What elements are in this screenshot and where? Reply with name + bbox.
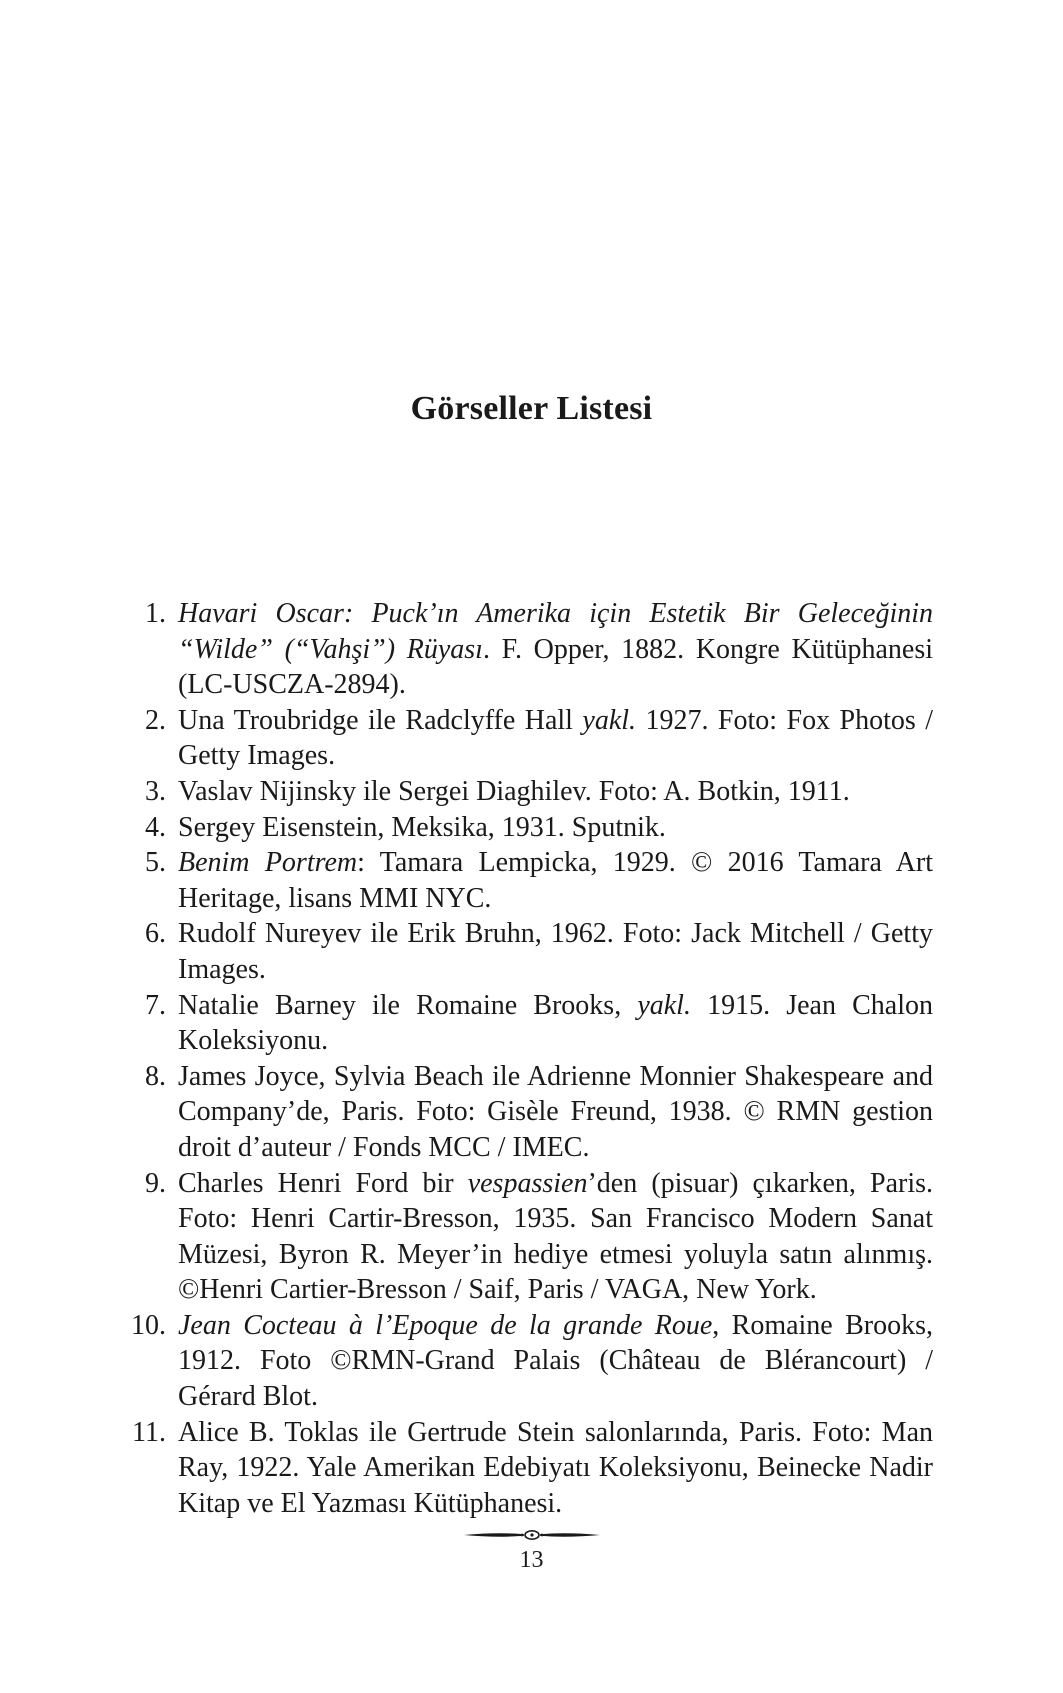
item-caption [178,1308,933,1415]
item-number: 10. [131,1309,166,1341]
list-item [122,596,933,703]
item-number: 6. [145,918,166,950]
item-caption [178,703,933,774]
item-number: 2. [145,704,166,736]
item-number: 9. [145,1167,166,1199]
italic-title-text: yakl. [637,989,691,1021]
item-caption [178,1059,933,1166]
list-item [122,1308,933,1415]
item-caption [178,810,933,846]
item-number: 3. [145,775,166,807]
list-item [122,1166,933,1308]
list-item [122,988,933,1059]
caption-text: 1915. Jean Chalon Koleksiyonu. [178,989,933,1057]
list-item [122,916,933,987]
caption-text: ’den (pisuar) çıkarken, Paris. Foto: Henri Cartir-Bresson, 1935. San Francisco Modern Sanat Müzesi, Byron R. Meyer’in hediye etmesi yoluyla satın alınmış. ©Henri Cartier-Bresson / Saif, Paris / VAGA, New York. [178,1167,933,1306]
item-number: 4. [145,811,166,843]
italic-title-text: yakl. [582,704,637,736]
caption-text: Charles Henri Ford bir [178,1167,468,1199]
item-caption [178,916,933,987]
item-number: 7. [145,989,166,1021]
caption-text: Vaslav Nijinsky ile Sergei Diaghilev. Foto: A. Botkin, 1911. [178,775,850,807]
item-caption [178,1166,933,1308]
caption-text: : Tamara Lempicka, 1929. © 2016 Tamara Art Heritage, lisans MMI NYC. [178,847,933,914]
page-title: Görseller Listesi [410,389,653,427]
caption-text: Alice B. Toklas ile Gertrude Stein salonlarında, Paris. Foto: Man Ray, 1922. Yale Amerikan Edebiyatı Koleksiyonu, Beinecke Nadir Kitap ve El Yazması Kütüphanesi. [178,1416,933,1519]
list-item [122,1059,933,1166]
list-item [122,845,933,916]
caption-text: Rudolf Nureyev ile Erik Bruhn, 1962. Foto: Jack Mitchell / Getty Images. [178,918,933,985]
italic-title-text: vespassien [467,1167,588,1199]
caption-text: James Joyce, Sylvia Beach ile Adrienne Monnier Shakespeare and Company’de, Paris. Foto: Gisèle Freund, 1938. © RMN gestion droit d’auteur / Fonds MCC / IMEC. [178,1060,933,1163]
item-number: 8. [145,1060,166,1092]
list-item [122,1415,933,1522]
caption-text: . F. Opper, 1882. Kongre Kütüphanesi (LC-USCZA-2894). [178,633,933,701]
caption-text: Una Troubridge ile Radclyffe Hall [178,704,583,736]
italic-title-text: Havari Oscar: Puck’ın Amerika için Estetik Bir Geleceğinin “Wilde” (“Vahşi”) Rüyası [178,598,933,665]
figure-list [122,596,933,1521]
item-caption [178,1415,933,1522]
item-caption [178,988,933,1059]
caption-text: Sergey Eisenstein, Meksika, 1931. Sputnik. [178,811,666,843]
caption-text: 1927. Foto: Fox Photos / Getty Images. [178,704,933,772]
item-caption [178,774,933,810]
caption-text: , Romaine Brooks, 1912. Foto ©RMN-Grand Palais (Château de Blérancourt) / Gérard Blot. [178,1309,933,1413]
item-number: 11. [132,1416,166,1448]
list-item [122,774,933,810]
list-item [122,810,933,846]
ornament-divider [462,1528,602,1542]
list-item [122,703,933,774]
item-number: 5. [145,847,166,879]
item-caption [178,845,933,916]
italic-title-text: Benim Portrem [178,847,358,879]
page-number: 13 [519,1547,544,1573]
item-caption [178,596,933,703]
caption-text: Natalie Barney ile Romaine Brooks, [178,989,638,1021]
item-number: 1. [145,598,166,629]
italic-title-text: Jean Cocteau à l’Epoque de la grande Roue [178,1309,713,1341]
